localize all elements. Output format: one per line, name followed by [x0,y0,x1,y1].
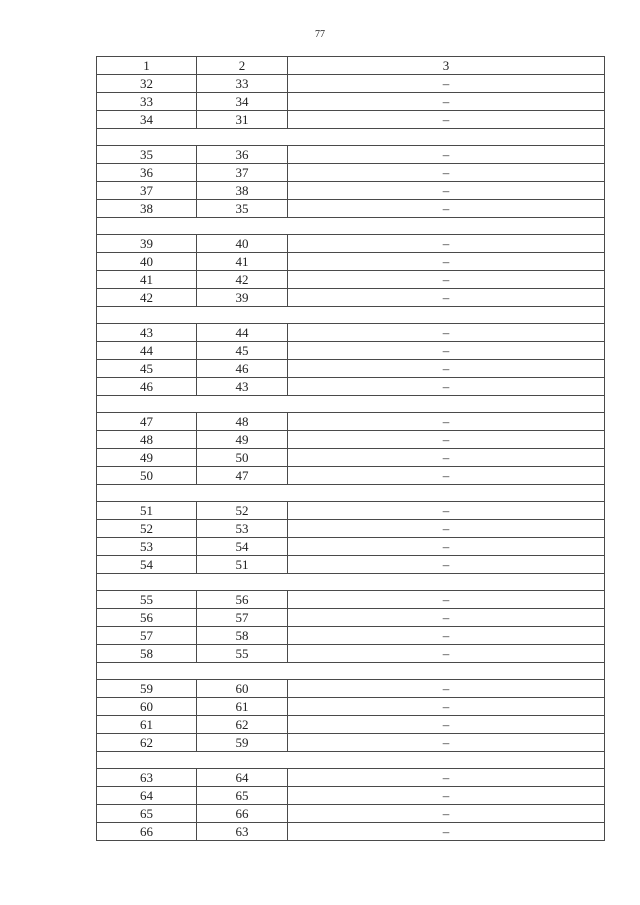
table-cell: – [288,449,605,467]
table-cell: – [288,200,605,218]
table-cell: – [288,680,605,698]
table-cell: 55 [197,645,288,663]
table-cell: 56 [197,591,288,609]
table-cell: – [288,253,605,271]
table-cell: 40 [97,253,197,271]
table-cell: – [288,93,605,111]
table-row [97,538,605,556]
table-cell: 47 [97,413,197,431]
table-cell: 44 [97,342,197,360]
table-row [97,502,605,520]
group-separator-row [97,485,605,502]
table-cell: – [288,182,605,200]
table-cell: 51 [197,556,288,574]
table-cell: 50 [97,467,197,485]
table-cell: 50 [197,449,288,467]
table-cell: 58 [197,627,288,645]
table-cell: 44 [197,324,288,342]
separator-cell [97,129,605,146]
table-cell: 61 [197,698,288,716]
table-row [97,271,605,289]
table-cell: – [288,75,605,93]
separator-cell [97,396,605,413]
table-cell: – [288,271,605,289]
table-row [97,627,605,645]
table-cell: 51 [97,502,197,520]
table-row [97,289,605,307]
table-cell: – [288,342,605,360]
separator-cell [97,574,605,591]
table-row [97,378,605,396]
table-cell: 49 [97,449,197,467]
table-cell: 40 [197,235,288,253]
data-table [96,56,605,841]
table-header-row [97,57,605,75]
table-row [97,680,605,698]
table-row [97,164,605,182]
table-cell: – [288,716,605,734]
table-row [97,805,605,823]
table-row [97,716,605,734]
table-cell: 54 [97,556,197,574]
group-separator-row [97,396,605,413]
table-cell: 39 [197,289,288,307]
table-row [97,520,605,538]
table-row [97,449,605,467]
table-cell: 54 [197,538,288,556]
table-cell: 36 [197,146,288,164]
table-cell: 53 [197,520,288,538]
table-cell: 37 [97,182,197,200]
header-cell: 3 [288,57,605,75]
table-cell: – [288,645,605,663]
table-row [97,698,605,716]
table-cell: – [288,146,605,164]
table-row [97,324,605,342]
table-row [97,75,605,93]
table-cell: – [288,734,605,752]
table-cell: 43 [97,324,197,342]
table-cell: 32 [97,75,197,93]
table-row [97,556,605,574]
table-cell: 63 [97,769,197,787]
table-cell: 62 [97,734,197,752]
table-cell: – [288,627,605,645]
table-row [97,645,605,663]
table-cell: – [288,164,605,182]
table-cell: 39 [97,235,197,253]
table-cell: 57 [97,627,197,645]
table-cell: 56 [97,609,197,627]
table-cell: 46 [97,378,197,396]
table-row [97,609,605,627]
table-cell: 62 [197,716,288,734]
table-row [97,591,605,609]
table-cell: 52 [97,520,197,538]
table-cell: 65 [97,805,197,823]
table-cell: 36 [97,164,197,182]
table-cell: 35 [197,200,288,218]
table-row [97,93,605,111]
table-cell: – [288,769,605,787]
table-cell: 65 [197,787,288,805]
table-cell: – [288,787,605,805]
table-cell: – [288,111,605,129]
group-separator-row [97,307,605,324]
table-row [97,342,605,360]
page-number: 77 [315,29,325,40]
table-cell: 33 [97,93,197,111]
table-cell: 42 [97,289,197,307]
table-row [97,360,605,378]
table-cell: 64 [197,769,288,787]
table-row [97,146,605,164]
table-cell: 66 [97,823,197,841]
table-cell: 43 [197,378,288,396]
table-cell: 34 [197,93,288,111]
group-separator-row [97,752,605,769]
table-cell: 64 [97,787,197,805]
table-row [97,467,605,485]
table-cell: – [288,502,605,520]
table-cell: 35 [97,146,197,164]
table-cell: – [288,289,605,307]
group-separator-row [97,129,605,146]
separator-cell [97,307,605,324]
table-cell: 59 [97,680,197,698]
table-cell: 41 [97,271,197,289]
table-cell: 60 [97,698,197,716]
separator-cell [97,752,605,769]
group-separator-row [97,218,605,235]
table-cell: – [288,698,605,716]
table-cell: – [288,467,605,485]
table-cell: 33 [197,75,288,93]
table-row [97,787,605,805]
table-row [97,431,605,449]
table-cell: 46 [197,360,288,378]
table-cell: – [288,823,605,841]
table-cell: – [288,538,605,556]
table-cell: 37 [197,164,288,182]
table-cell: – [288,591,605,609]
table-cell: – [288,413,605,431]
table-cell: 31 [197,111,288,129]
table-cell: 48 [97,431,197,449]
table-cell: 66 [197,805,288,823]
table-cell: 48 [197,413,288,431]
table-cell: – [288,805,605,823]
table-cell: 47 [197,467,288,485]
group-separator-row [97,574,605,591]
table-row [97,823,605,841]
table-row [97,734,605,752]
table-cell: 59 [197,734,288,752]
header-cell: 1 [97,57,197,75]
header-cell: 2 [197,57,288,75]
group-separator-row [97,663,605,680]
table-cell: – [288,324,605,342]
table-cell: 42 [197,271,288,289]
table-cell: 53 [97,538,197,556]
table-cell: 57 [197,609,288,627]
table-body [97,57,605,841]
table-cell: 34 [97,111,197,129]
table-cell: – [288,556,605,574]
table-cell: – [288,235,605,253]
separator-cell [97,663,605,680]
table-cell: 38 [197,182,288,200]
separator-cell [97,485,605,502]
table-cell: – [288,609,605,627]
table-cell: 60 [197,680,288,698]
table-cell: – [288,520,605,538]
table-cell: – [288,378,605,396]
table-row [97,769,605,787]
table-cell: 52 [197,502,288,520]
table-row [97,413,605,431]
table-cell: 41 [197,253,288,271]
table-cell: 45 [197,342,288,360]
table-cell: 49 [197,431,288,449]
table-row [97,111,605,129]
table-cell: 58 [97,645,197,663]
table-row [97,253,605,271]
table-cell: 38 [97,200,197,218]
table-row [97,182,605,200]
table-cell: 45 [97,360,197,378]
separator-cell [97,218,605,235]
table-row [97,200,605,218]
table-cell: 63 [197,823,288,841]
table-cell: 61 [97,716,197,734]
table-row [97,235,605,253]
table-cell: 55 [97,591,197,609]
table-cell: – [288,431,605,449]
table-cell: – [288,360,605,378]
